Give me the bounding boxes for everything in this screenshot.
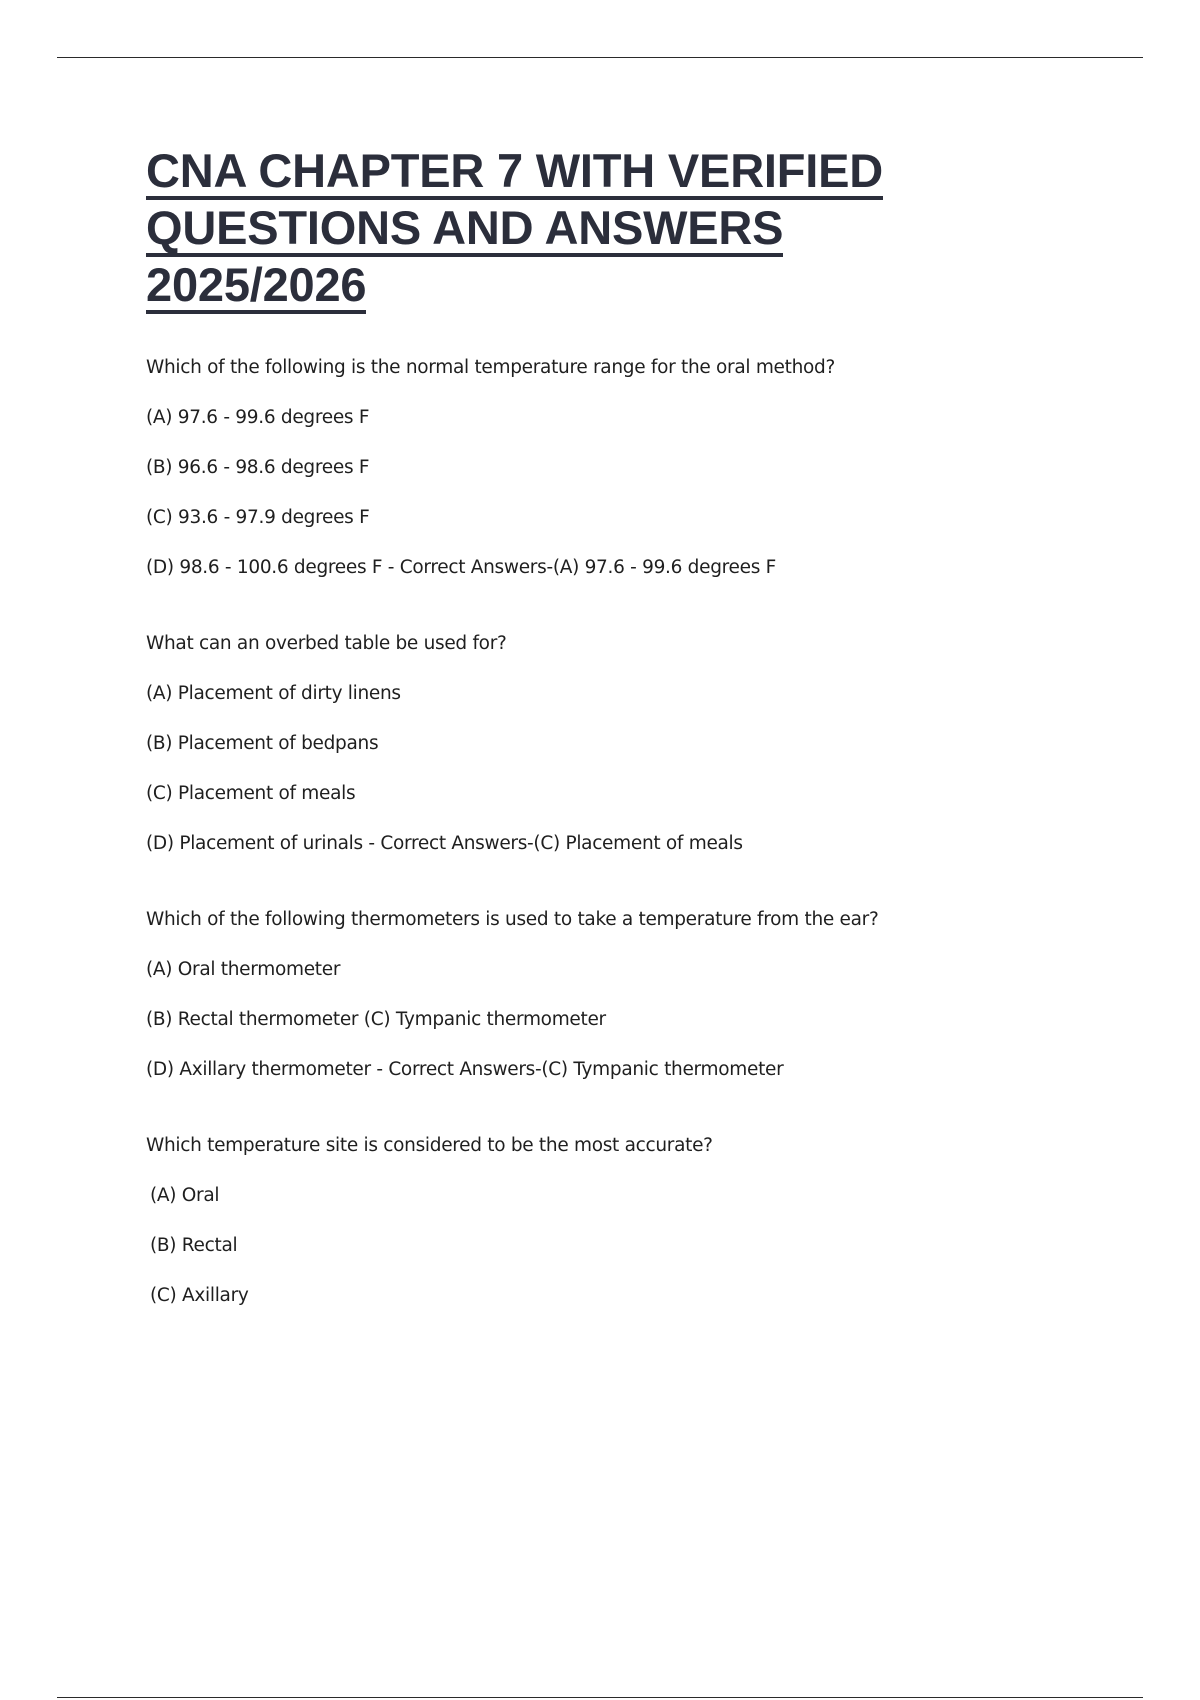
title-line-3: 2025/2026: [146, 260, 366, 314]
answer-option: (A) Oral: [150, 1185, 220, 1206]
question-list: [146, 356, 1106, 1308]
top-rule: [57, 57, 1143, 58]
answer-option: (C) 93.6 - 97.9 degrees F: [146, 507, 370, 528]
answer-option: (B) Rectal thermometer (C) Tympanic thermometer: [146, 1009, 606, 1030]
answer-option-with-correct-answer: (D) 98.6 - 100.6 degrees F - Correct Answers-(A) 97.6 - 99.6 degrees F: [146, 557, 776, 578]
answer-option: (A) Oral thermometer: [146, 959, 341, 980]
question-4: [146, 1134, 1106, 1308]
answer-option: (B) Placement of bedpans: [146, 733, 379, 754]
question-1: [146, 356, 1106, 580]
answer-option: (B) Rectal: [150, 1235, 238, 1256]
document-content: [146, 143, 1106, 1308]
bottom-rule: [57, 1697, 1143, 1698]
question-prompt: Which of the following is the normal temperature range for the oral method?: [146, 357, 835, 378]
question-prompt: Which temperature site is considered to be the most accurate?: [146, 1135, 713, 1156]
question-prompt: What can an overbed table be used for?: [146, 633, 507, 654]
answer-option-with-correct-answer: (D) Placement of urinals - Correct Answers-(C) Placement of meals: [146, 833, 743, 854]
answer-option-with-correct-answer: (D) Axillary thermometer - Correct Answers-(C) Tympanic thermometer: [146, 1059, 784, 1080]
answer-option: (C) Axillary: [150, 1285, 249, 1306]
title-line-1: CNA CHAPTER 7 WITH VERIFIED: [146, 146, 883, 200]
question-2: [146, 632, 1106, 856]
question-prompt: Which of the following thermometers is used to take a temperature from the ear?: [146, 909, 879, 930]
question-3: [146, 908, 1106, 1082]
answer-option: (B) 96.6 - 98.6 degrees F: [146, 457, 370, 478]
answer-option: (C) Placement of meals: [146, 783, 356, 804]
answer-option: (A) 97.6 - 99.6 degrees F: [146, 407, 370, 428]
title-line-2: QUESTIONS AND ANSWERS: [146, 203, 783, 257]
answer-option: (A) Placement of dirty linens: [146, 683, 401, 704]
document-title: [146, 143, 1106, 314]
